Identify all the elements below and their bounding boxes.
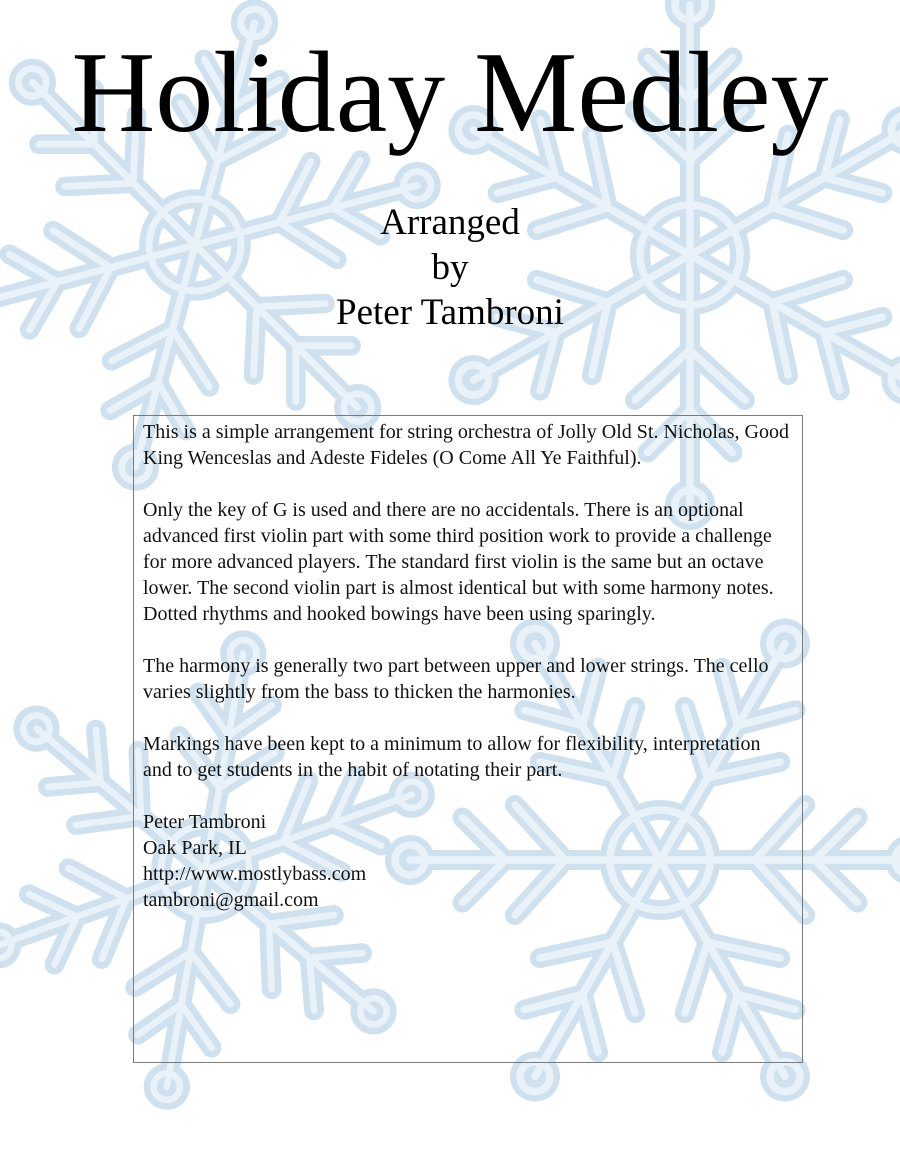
contact-website[interactable]: http://www.mostlybass.com — [143, 863, 367, 885]
arranger-block — [0, 200, 900, 335]
page-title: Holiday Medley — [71, 29, 829, 157]
notes-paragraph-1: This is a simple arrangement for string orchestra of Jolly Old St. Nicholas, Good King Wenceslas and Adeste Fideles (O Come All Ye Faithful). — [143, 421, 789, 469]
arranger-name: Peter Tambroni — [336, 292, 564, 333]
contact-email[interactable]: tambroni@gmail.com — [143, 889, 319, 911]
notes-paragraph-4: Markings have been kept to a minimum to allow for flexibility, interpretation and to get students in the habit of notating their part. — [143, 733, 761, 781]
contact-location: Oak Park, IL — [143, 837, 247, 859]
program-notes-box — [133, 415, 803, 1063]
arranged-label: Arranged — [380, 202, 520, 243]
contact-block — [143, 809, 794, 913]
notes-paragraph-3: The harmony is generally two part between upper and lower strings. The cello varies slightly from the bass to thicken the harmonies. — [143, 655, 769, 703]
notes-paragraph-2: Only the key of G is used and there are no accidentals. There is an optional advanced first violin part with some third position work to provide a challenge for more advanced players. The standard first violin is the same but an octave lower. The second violin part is almost identical but with some harmony notes. Dotted rhythms and hooked bowings have been using sparingly. — [143, 499, 774, 625]
by-label: by — [431, 247, 469, 288]
contact-name: Peter Tambroni — [143, 811, 267, 833]
